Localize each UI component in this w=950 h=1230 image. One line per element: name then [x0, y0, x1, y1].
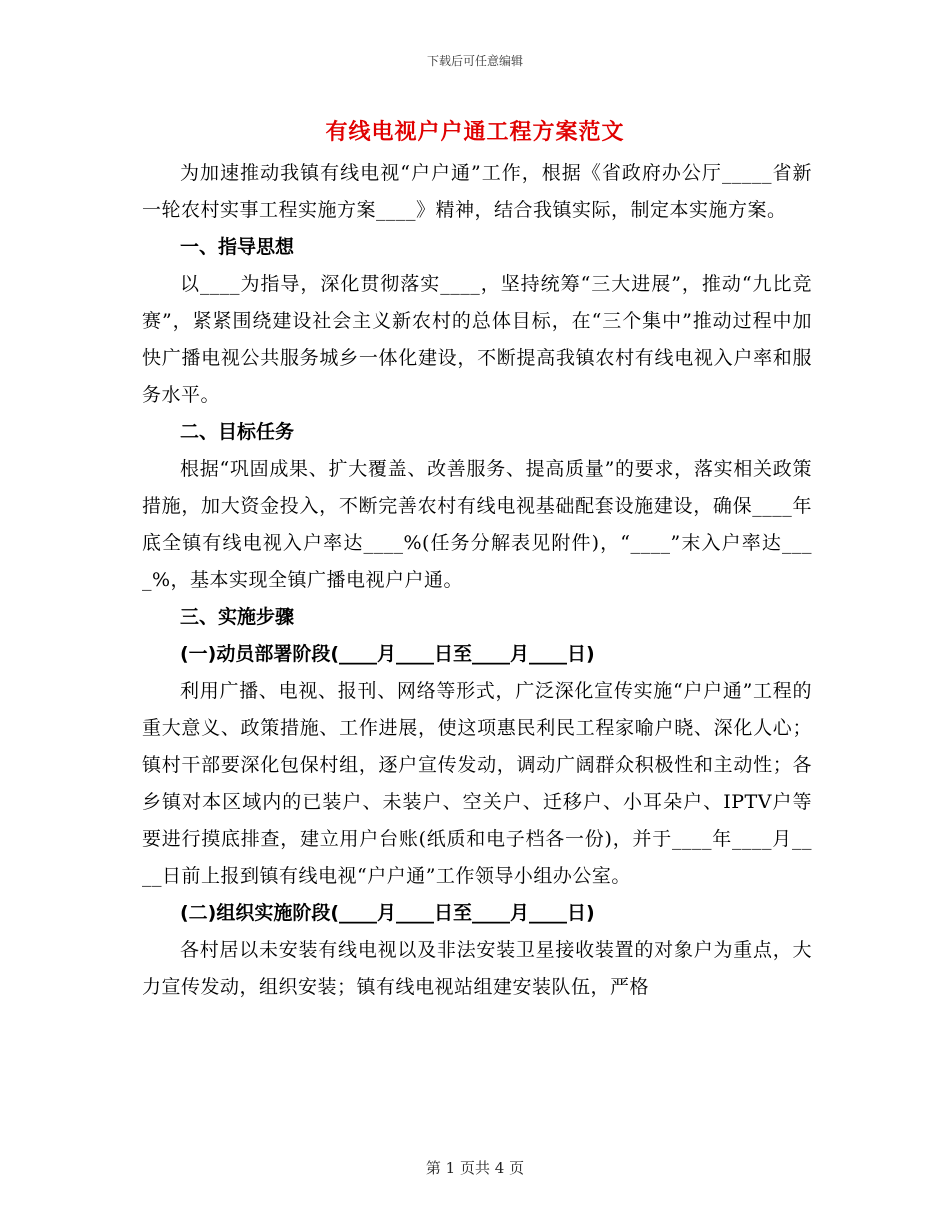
intro-paragraph: 为加速推动我镇有线电视“户户通”工作，根据《省政府办公厅_____省新一轮农村实事工程实施方案____》精神，结合我镇实际，制定本实施方案。: [142, 162, 812, 221]
section-heading-goals: 二、目标任务: [180, 421, 295, 443]
page-header: 下载后可任意编辑: [426, 54, 523, 68]
document-body: [142, 155, 812, 1006]
stage1-heading: (一)动员部署阶段(____月____日至____月____日): [180, 643, 595, 665]
stage1-paragraph: 利用广播、电视、报刊、网络等形式，广泛深化宣传实施“户户通”工程的重大意义、政策措施、工作进展，使这项惠民利民工程家喻户晓、深化人心；镇村干部要深化包保村组，逐户宣传发动，调动广阔群众积极性和主动性；各乡镇对本区域内的已装户、未装户、空关户、迁移户、小耳朵户、IPTV户等要进行摸底排查，建立用户台账(纸质和电子档各一份)，并于____年____月____日前上报到镇有线电视“户户通”工作领导小组办公室。: [142, 680, 812, 887]
guiding-ideology-paragraph: 以____为指导，深化贯彻落实____，坚持统筹“三大进展”，推动“九比竞赛”，紧紧围绕建设社会主义新农村的总体目标，在“三个集中”推动过程中加快广播电视公共服务城乡一体化建设，不断提高我镇农村有线电视入户率和服务水平。: [142, 273, 812, 406]
page-footer: 第 1 页共 4 页: [425, 1159, 525, 1177]
stage2-paragraph: 各村居以未安装有线电视以及非法安装卫星接收装置的对象户为重点，大力宣传发动，组织安装；镇有线电视站组建安装队伍，严格: [142, 939, 812, 998]
section-heading-steps: 三、实施步骤: [180, 606, 295, 628]
document-title: 有线电视户户通工程方案范文: [325, 120, 625, 145]
section-heading-guiding-ideology: 一、指导思想: [180, 236, 295, 258]
goals-paragraph: 根据“巩固成果、扩大覆盖、改善服务、提高质量”的要求，落实相关政策措施，加大资金投入，不断完善农村有线电视基础配套设施建设，确保____年底全镇有线电视入户率达____%(任务分解表见附件)，“____”末入户率达____%，基本实现全镇广播电视户户通。: [142, 458, 812, 591]
stage2-heading: (二)组织实施阶段(____月____日至____月____日): [180, 902, 595, 924]
